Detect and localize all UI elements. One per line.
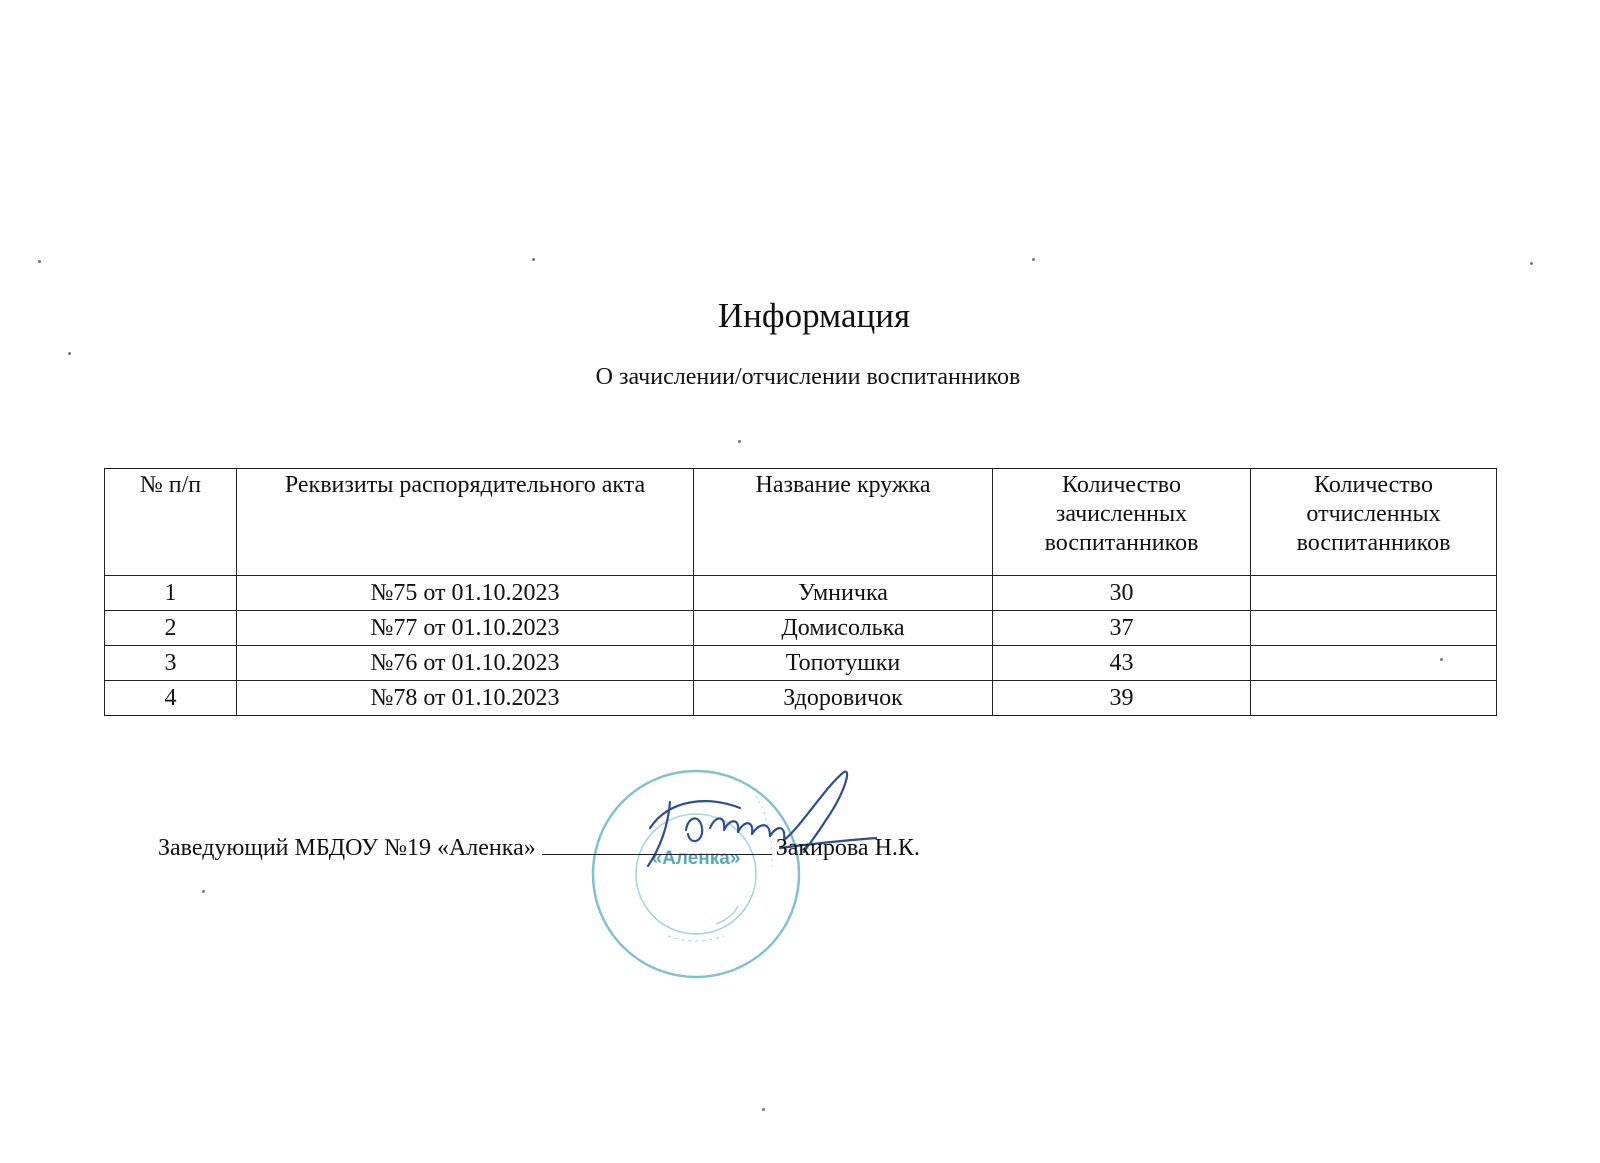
scan-speck [762,1108,765,1111]
header-act-details: Реквизиты распорядительного акта [237,469,694,576]
enrollment-table [104,468,1497,716]
table-row [105,681,1497,716]
scan-speck [38,260,41,263]
table-row [105,576,1497,611]
cell-act: №78 от 01.10.2023 [237,681,694,716]
table-row [105,646,1497,681]
document-title: Информация [717,296,911,335]
table-row [105,611,1497,646]
cell-act: №77 от 01.10.2023 [237,611,694,646]
signatory-name: Закирова Н.К. [775,835,920,861]
cell-enrolled: 39 [993,681,1251,716]
cell-club: Топотушки [694,646,993,681]
stamp-text: «Аленка» [651,848,741,869]
cell-number: 2 [105,611,237,646]
signature-blank-line [542,832,772,855]
scan-speck [1530,262,1533,265]
scan-speck [1032,258,1035,261]
header-expelled-count: Количество отчисленных воспитанников [1251,469,1497,576]
cell-number: 4 [105,681,237,716]
scan-speck [738,440,741,443]
scan-speck [202,890,205,893]
signature-block [158,832,920,863]
cell-expelled [1251,611,1497,646]
document-subtitle: О зачислении/отчислении воспитанников [595,364,1021,390]
cell-number: 3 [105,646,237,681]
cell-enrolled: 30 [993,576,1251,611]
cell-act: №75 от 01.10.2023 [237,576,694,611]
header-number: № п/п [105,469,237,576]
scan-speck [68,352,71,355]
cell-expelled [1251,576,1497,611]
scan-speck [1440,658,1443,661]
cell-expelled [1251,646,1497,681]
header-enrolled-count: Количество зачисленных воспитанников [993,469,1251,576]
cell-expelled [1251,681,1497,716]
cell-number: 1 [105,576,237,611]
cell-act: №76 от 01.10.2023 [237,646,694,681]
cell-club: Здоровичок [694,681,993,716]
cell-enrolled: 43 [993,646,1251,681]
header-club-name: Название кружка [694,469,993,576]
scan-speck [532,258,535,261]
table-header-row [105,469,1497,576]
cell-enrolled: 37 [993,611,1251,646]
signatory-position: Заведующий МБДОУ №19 «Аленка» [158,835,536,861]
cell-club: Домисолька [694,611,993,646]
cell-club: Умничка [694,576,993,611]
